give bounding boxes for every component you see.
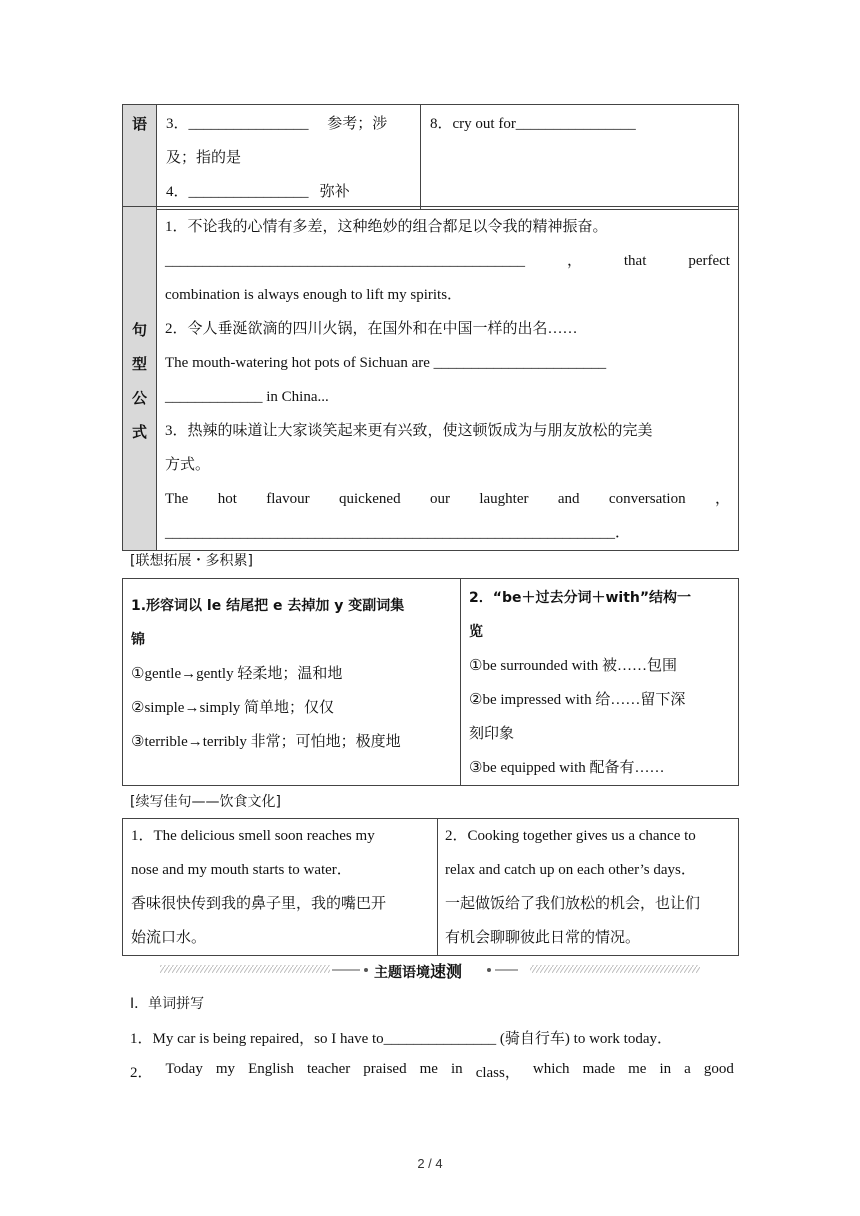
label-char: 型 (131, 355, 147, 373)
extend-left-title: 1.形容词以 le 结尾把 e 去掉加 y 变副词集 (131, 598, 405, 614)
word: our (429, 491, 450, 507)
sentence-label (123, 207, 157, 551)
sentence-3-en (165, 482, 730, 516)
extend-left-title-cont: 锦 (131, 632, 145, 648)
vocab-right-cell (421, 105, 739, 210)
writing-left-cell (123, 819, 438, 956)
item-meaning-cont: 及；指的是 (166, 150, 242, 166)
vocab-label: 语 (123, 105, 157, 210)
item-phrase: 8．cry out for________________ (430, 116, 636, 132)
answer-blank: ________________ (188, 116, 309, 132)
writing-table (122, 818, 739, 956)
writing-line: 1．The delicious smell soon reaches my (131, 828, 375, 844)
extend-right-item: ①be surrounded with 被……包围 (469, 658, 678, 674)
word: that (623, 253, 647, 269)
label-char: 公 (131, 389, 147, 407)
word: hot (217, 491, 237, 507)
extend-right-item: ③be equipped with 配备有…… (469, 760, 665, 776)
vocab-left-cell (157, 105, 421, 210)
vocab-table (122, 104, 739, 210)
answer-blank: ________________________________________________ (165, 253, 525, 269)
extend-right-title: 2．“be＋过去分词＋with”结构一 (469, 590, 692, 606)
word: my (215, 1061, 236, 1077)
word: ， (714, 491, 730, 507)
sentence-content (157, 207, 739, 551)
writing-line: 香味很快传到我的鼻子里，我的嘴巴开 (131, 896, 387, 912)
word: made (582, 1061, 616, 1077)
section-banner (160, 961, 700, 979)
word: a (684, 1061, 691, 1077)
sentence-1-en-cont: combination is always enough to lift my spirits． (165, 287, 463, 303)
writing-line: 有机会聊聊彼此日常的情况。 (445, 930, 641, 946)
page-number: 2 / 4 (417, 1156, 443, 1171)
sentence-2-en: The mouth-watering hot pots of Sichuan are _______________________ (165, 355, 607, 371)
exercise-heading: Ⅰ．单词拼写 (130, 996, 205, 1012)
word: which (532, 1061, 570, 1077)
writing-line: 2．Cooking together gives us a chance to (445, 828, 696, 844)
sentence-table (122, 206, 739, 551)
word: and (557, 491, 580, 507)
sentence-3-cn: 3．热辣的味道让大家谈笑起来更有兴致，使这顿饭成为与朋友放松的完美 (165, 423, 653, 439)
word: in (659, 1061, 672, 1077)
word: me (419, 1061, 438, 1077)
item-number: 3． (166, 116, 189, 132)
extend-heading: [联想拓展・多积累] (130, 553, 253, 569)
word: me (628, 1061, 647, 1077)
extend-table (122, 578, 739, 786)
word: flavour (266, 491, 310, 507)
sentence-3-cn-cont: 方式。 (165, 457, 211, 473)
writing-heading: [续写佳句——饮食文化] (130, 794, 281, 810)
word: 2． (130, 1065, 153, 1081)
extend-left-item: ②simple→simply 简单地；仅仅 (131, 700, 335, 716)
word: The (165, 491, 189, 507)
punct: ， (566, 253, 582, 269)
banner-text-emph: 速测 (430, 962, 463, 981)
extend-left-item: ①gentle→gently 轻柔地；温和地 (131, 666, 343, 682)
label-char: 式 (131, 423, 147, 441)
sentence-2-cn: 2．令人垂涎欲滴的四川火锅，在国外和在中国一样的出名…… (165, 321, 578, 337)
question-2 (130, 1061, 734, 1082)
word: good (703, 1061, 734, 1077)
extend-right-item: ②be impressed with 给……留下深 (469, 692, 686, 708)
extend-right-title-cont: 览 (469, 624, 483, 640)
writing-line: 一起做饭给了我们放松的机会，也让们 (445, 896, 701, 912)
word: quickened (338, 491, 401, 507)
answer-blank: ________________ (188, 184, 309, 200)
item-meaning: 参考；涉 (327, 116, 388, 132)
word: perfect (688, 253, 730, 269)
item-number: 4． (166, 184, 189, 200)
word: teacher (306, 1061, 351, 1077)
extend-right-cell (461, 579, 739, 786)
word: in (450, 1061, 463, 1077)
word: Today (165, 1061, 203, 1077)
word: English (248, 1061, 294, 1077)
writing-line: 始流口水。 (131, 930, 207, 946)
word: class， (475, 1065, 520, 1081)
word: praised (363, 1061, 407, 1077)
banner-title (374, 959, 462, 982)
writing-line: relax and catch up on each other’s days． (445, 862, 696, 878)
extend-left-cell (123, 579, 461, 786)
extend-right-item: 刻印象 (469, 726, 515, 742)
sentence-1-cn: 1．不论我的心情有多差，这种绝妙的组合都足以令我的精神振奋。 (165, 219, 608, 235)
word: conversation (608, 491, 686, 507)
sentence-1-en (165, 244, 730, 278)
question-1: 1．My car is being repaired，so I have to_______________ (骑自行车) to work today． (130, 1031, 672, 1047)
extend-left-item: ③terrible→terribly 非常；可怕地；极度地 (131, 734, 401, 750)
banner-text: 主题语境 (374, 965, 430, 981)
sentence-3-en-cont: ____________________________________________________________． (165, 525, 631, 541)
word: laughter (479, 491, 529, 507)
label-char: 句 (131, 321, 147, 339)
sentence-2-en-cont: _____________ in China... (165, 389, 329, 405)
writing-right-cell (438, 819, 739, 956)
writing-line: nose and my mouth starts to water． (131, 862, 352, 878)
item-meaning: 弥补 (319, 184, 350, 200)
